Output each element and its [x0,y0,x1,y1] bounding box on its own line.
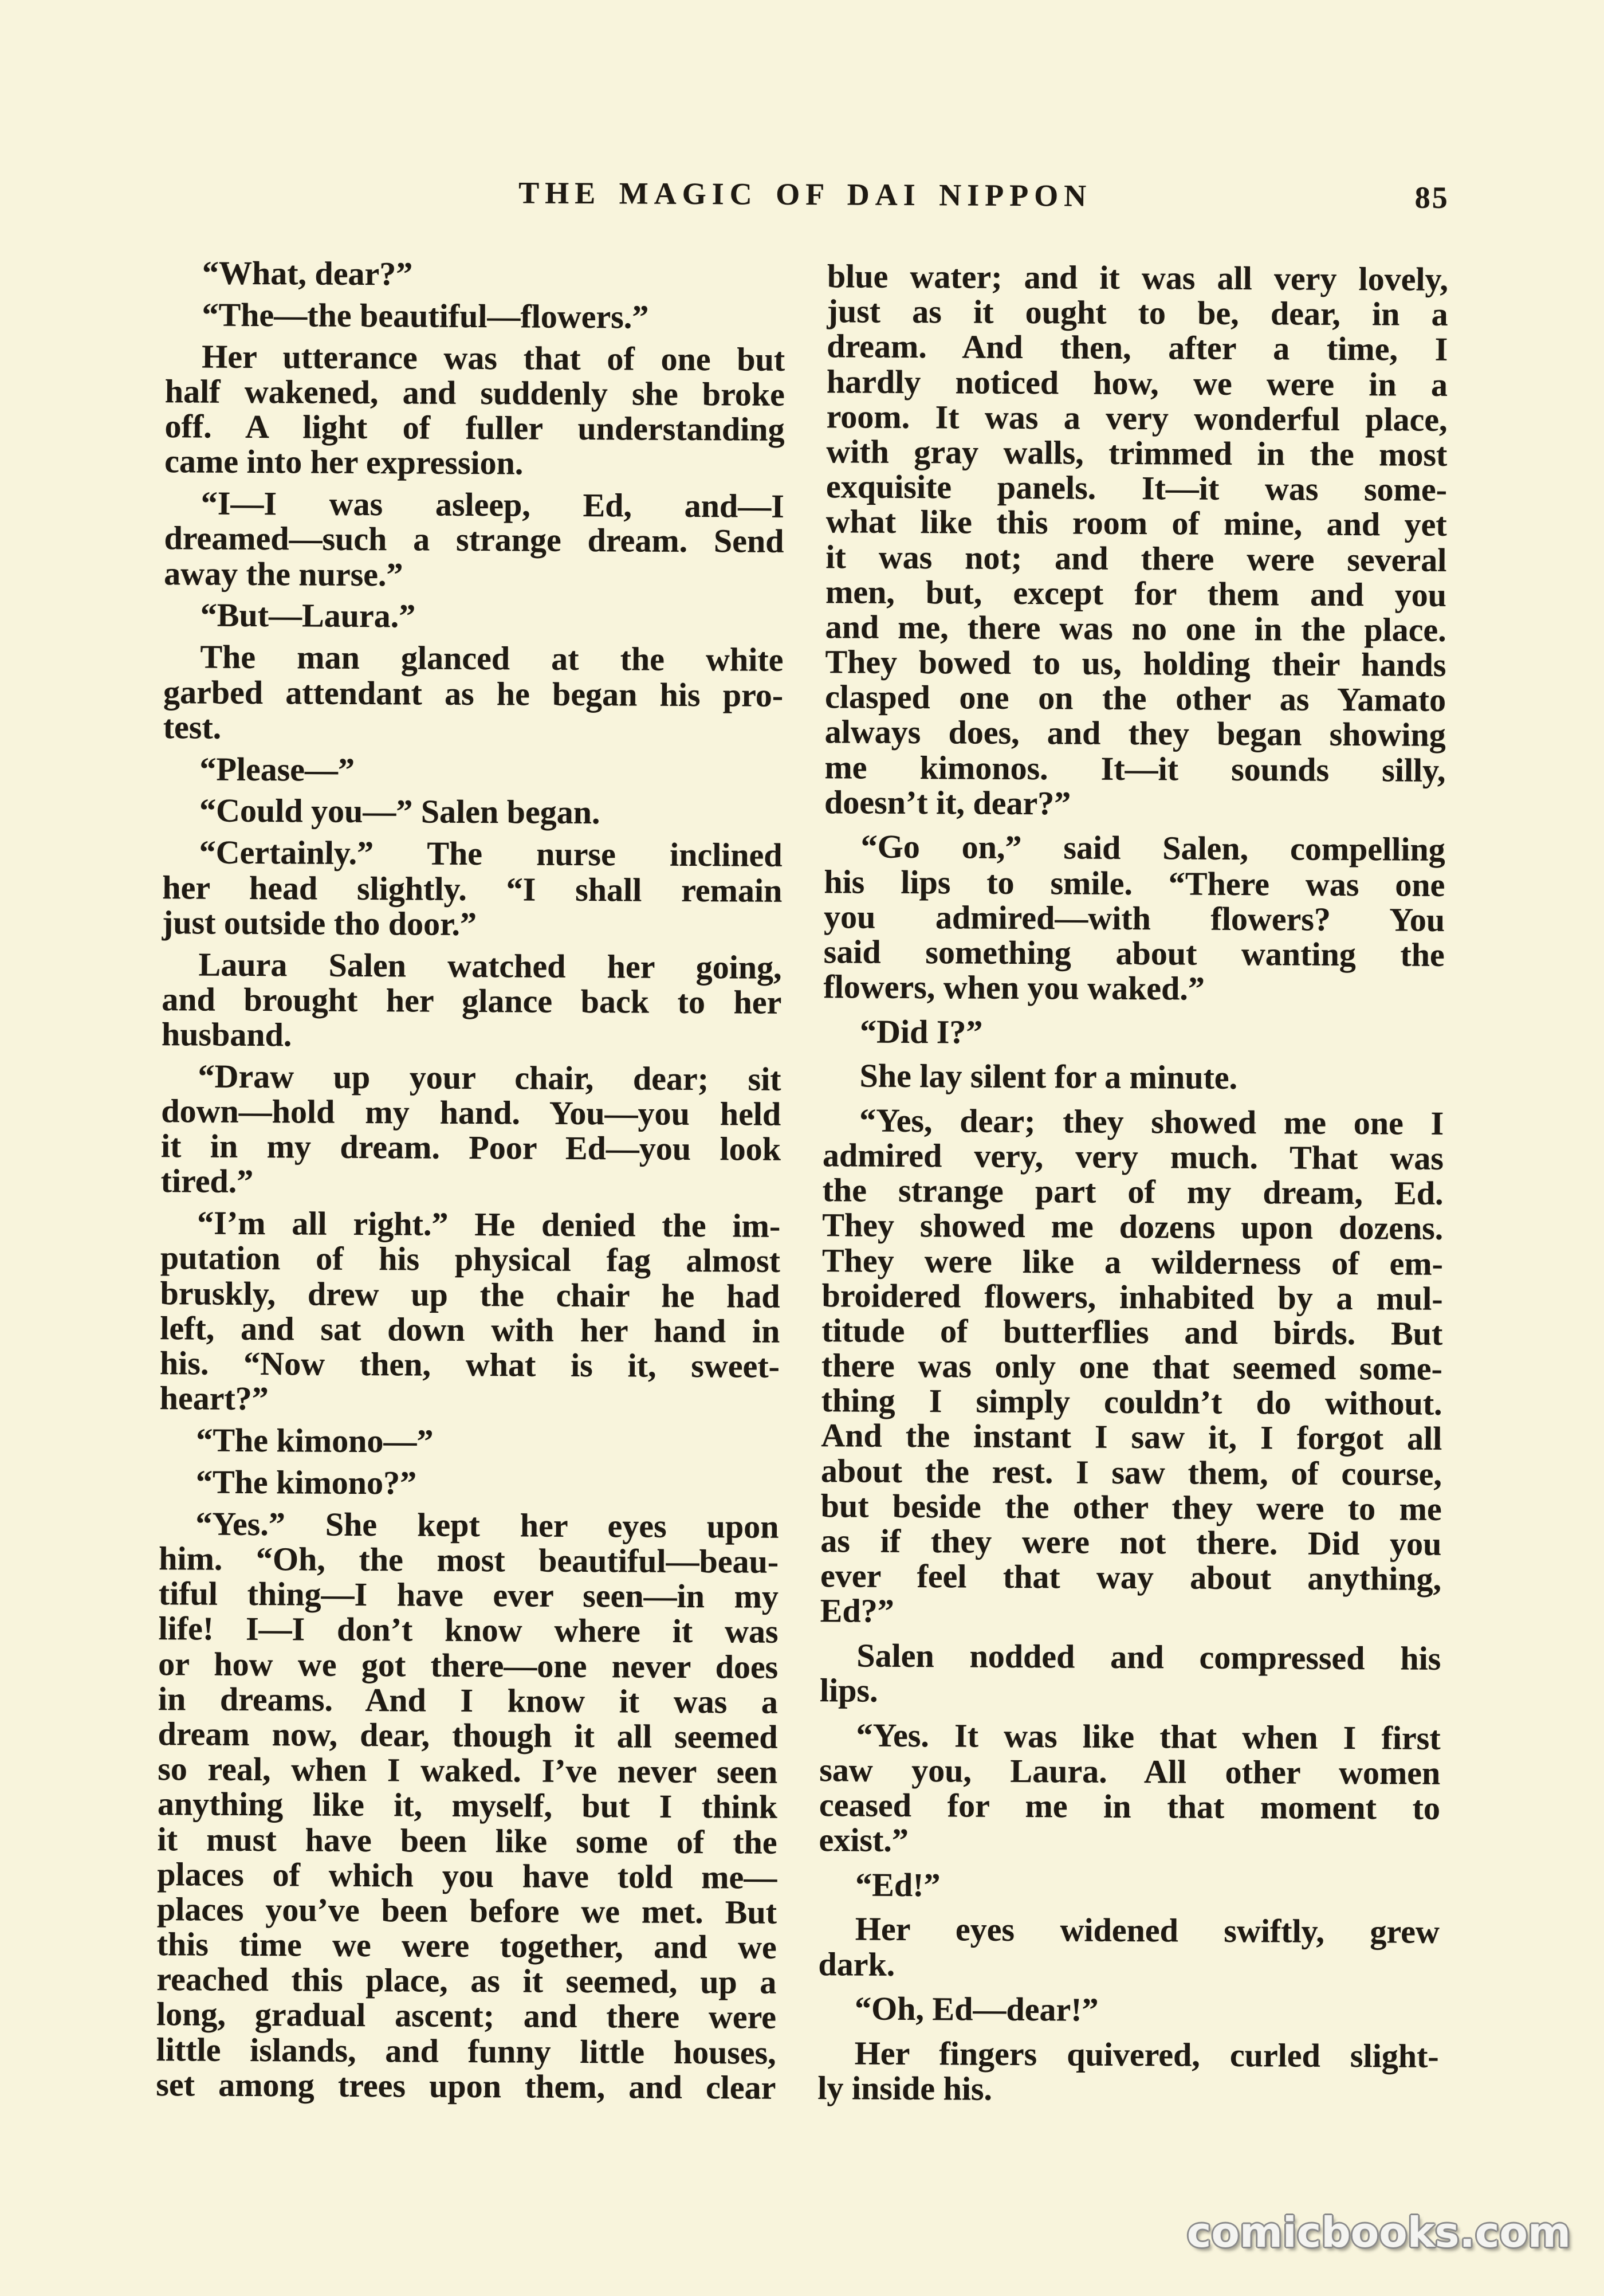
text-line: “Yes, dear; they showed me one I [859,1101,1444,1142]
text-line: heart?” [159,1379,269,1418]
paragraph [163,751,783,790]
paragraph [818,1911,1440,1984]
text-line: men, but, except for them and you [825,572,1447,614]
text-line: “Could you—” Salen began. [199,791,600,831]
paragraph [819,1867,1440,1905]
paragraph [159,1422,779,1461]
text-line: it in my dream. Poor Ed—you look [160,1127,781,1168]
text-line: The man glanced at the white [200,638,784,679]
paragraph [165,297,785,335]
text-line: husband. [161,1015,292,1054]
text-line: his. “Now then, what is it, sweet- [159,1344,780,1385]
text-line: garbed attendant as he began his pro- [163,673,784,714]
page-number: 85 [1414,180,1449,215]
text-line: you admired—with flowers? You [823,897,1445,939]
text-line: exist.” [819,1821,909,1859]
running-head-title: THE MAGIC OF DAI NIPPON [518,175,1092,213]
paragraph [163,793,783,831]
text-line: ever feel that way about anything, [820,1557,1442,1598]
text-line: Her utterance was that of one but [202,337,785,378]
paragraph [164,485,784,594]
text-line: places you’ve been before we met. But [156,1890,777,1931]
text-line: him. “Oh, the most beautiful—beau- [159,1540,779,1580]
text-line: “The kimono—” [196,1421,434,1460]
text-line: dark. [818,1945,895,1983]
text-line: “What, dear?” [202,254,413,293]
text-line: “But—Laura.” [200,596,416,635]
text-line: life! I—I don’t know where it was [158,1610,779,1651]
paragraph [159,1464,779,1502]
text-line: the strange part of my dream, Ed. [822,1171,1444,1212]
text-line: her head slightly. “I shall remain [162,868,783,909]
text-line: half wakened, and suddenly she broke [164,372,785,413]
text-line: just outside tho door.” [162,903,477,943]
text-line: me kimonos. It—it sounds silly, [824,748,1446,789]
text-line: in dreams. And I know it was a [158,1679,779,1721]
text-line: They showed me dozens upon dozens. [822,1206,1444,1247]
text-line: room. It was a very wonderful place, [826,397,1448,438]
text-line: blue water; and it was all very lovely, [827,257,1449,298]
text-line: And the instant I saw it, I forgot all [821,1416,1442,1458]
text-line: there was only one that seemed some- [821,1347,1443,1387]
text-line: about the rest. I saw them, of course, [820,1451,1442,1493]
paragraph [160,1205,781,1419]
text-line: dream. And then, after a time, I [827,327,1448,368]
text-line: “Ed!” [855,1866,941,1904]
text-line: “Yes. It was like that when I first [856,1716,1441,1757]
text-line: saw you, Laura. All other women [819,1751,1441,1792]
text-line: so real, when I waked. I’ve never seen [158,1750,778,1791]
text-line: hardly noticed how, we were in a [826,362,1448,403]
paragraph [817,2035,1439,2109]
text-line: “Oh, Ed—dear!” [854,1989,1099,2028]
text-line: tired.” [160,1162,254,1200]
paragraph [820,1638,1441,1711]
text-line: ceased for me in that moment to [819,1786,1441,1827]
paragraph [819,1717,1440,1861]
text-line: exquisite panels. It—it was some- [825,468,1448,509]
text-line: “Draw up your chair, dear; sit [198,1057,781,1098]
text-line: came into her expression. [164,442,524,482]
paragraph [823,1014,1444,1052]
text-line: dreamed—such a strange dream. Send [164,519,784,560]
paragraph [161,1058,781,1202]
text-line: Her eyes widened swiftly, grew [855,1910,1440,1951]
text-line: thing I simply couldn’t do without. [821,1381,1442,1423]
text-column-right [817,258,1448,2109]
text-line: “Go on,” said Salen, compelling [860,827,1445,869]
text-line: as if they were not there. Did you [820,1522,1442,1563]
text-line: Ed?” [820,1592,894,1630]
text-line: “Please—” [199,750,355,788]
text-line: set among trees upon them, and clear [156,2065,776,2106]
text-line: what like this room of mine, and yet [825,503,1447,544]
text-line: bruskly, drew up the chair he had [160,1274,780,1315]
watermark-logo: comicbooks.com [1186,2208,1571,2256]
text-line: titude of butterflies and birds. But [821,1312,1443,1352]
paragraph [162,947,782,1055]
paragraph [824,258,1448,823]
text-line: away the nurse.” [164,554,403,593]
text-column-left [156,255,785,2105]
text-line: “The—the beautiful—flowers.” [202,296,649,336]
text-line: down—hold my hand. You—you held [161,1092,781,1133]
text-line: clasped one on the other as Yamato [824,678,1446,719]
paragraph [164,598,784,636]
text-line: always does, and they began showing [824,713,1446,754]
text-line: and me, there was no one in the place. [825,608,1446,649]
text-line: anything like it, myself, but I think [157,1785,778,1826]
text-line: “Did I?” [859,1012,983,1051]
text-line: dream now, dear, though it all seemed [158,1715,778,1756]
text-line: his lips to smile. “There was one [824,862,1445,904]
text-line: tiful thing—I have ever seen—in my [158,1575,779,1615]
text-line: They bowed to us, holding their hands [825,643,1446,684]
text-line: and brought her glance back to her [162,980,782,1021]
text-line: said something about wanting the [823,933,1445,974]
text-line: She lay silent for a minute. [859,1057,1238,1097]
paragraph [823,829,1445,1008]
text-line: “I—I was asleep, Ed, and—I [200,484,785,525]
paragraph [164,339,785,482]
text-line: but beside the other they were to me [820,1486,1442,1528]
text-line: it was not; and there were several [825,537,1447,579]
text-line: Her fingers quivered, curled slight- [854,2034,1439,2075]
text-line: doesn’t it, dear?” [824,783,1071,822]
paragraph [163,639,784,747]
text-line: reached this place, as it seemed, up a [156,1960,777,2001]
text-line: long, gradual ascent; and there were [156,1995,777,2036]
text-line: test. [163,708,222,746]
paragraph [162,834,783,943]
paragraph [818,1991,1439,2029]
text-line: this time we were together, and we [156,1925,777,1966]
text-line: putation of his physical fag almost [160,1239,781,1280]
text-line: little islands, and funny little houses, [156,2030,776,2071]
text-line: They were like a wilderness of em- [821,1241,1444,1282]
text-line: “Yes.” She kept her eyes upon [195,1505,779,1545]
paragraph [156,1506,779,2105]
text-line: places of which you have told me— [157,1855,777,1896]
paragraph [820,1102,1444,1631]
text-line: lips. [819,1671,878,1709]
text-line: “Certainly.” The nurse inclined [199,833,783,874]
text-line: off. A light of fuller understanding [164,407,785,448]
text-line: with gray walls, trimmed in the most [826,433,1448,473]
text-line: it must have been like some of the [157,1820,777,1861]
text-line: left, and sat down with her hand in [160,1309,780,1350]
paragraph [823,1058,1444,1096]
text-line: Salen nodded and compressed his [856,1636,1441,1677]
paragraph [166,255,785,293]
text-line: “I’m all right.” He denied the im- [197,1204,781,1245]
text-line: just as it ought to be, dear, in a [827,292,1448,333]
text-line: ly inside his. [817,2069,993,2107]
text-line: admired very, very much. That was [822,1136,1444,1177]
text-line: “The kimono?” [195,1463,417,1502]
text-line: flowers, when you waked.” [823,968,1205,1007]
text-line: Laura Salen watched her going, [198,945,782,986]
text-line: or how we got there—one never does [158,1645,779,1686]
text-line: broidered flowers, inhabited by a mul- [821,1276,1443,1317]
